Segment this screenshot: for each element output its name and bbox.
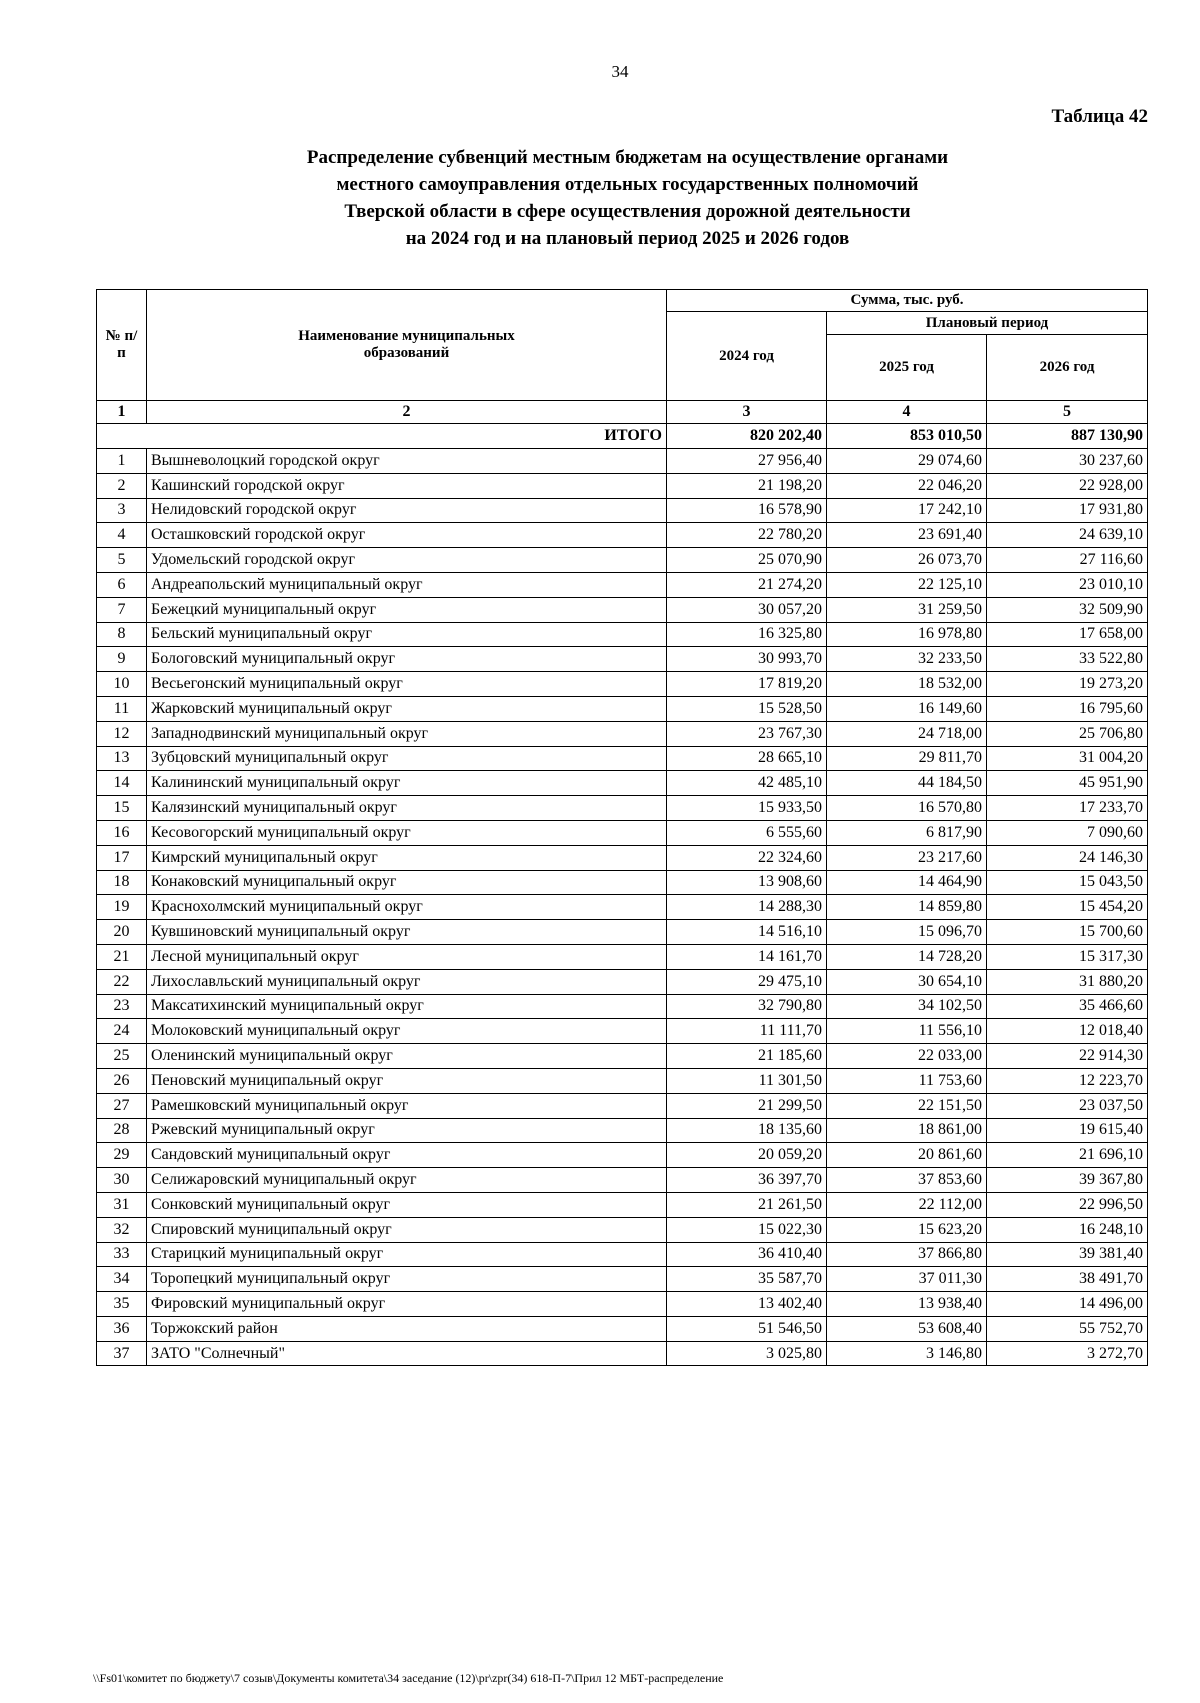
row-number: 6 (97, 572, 147, 597)
municipality-name: Зубцовский муниципальный округ (147, 746, 667, 771)
value-2025: 13 938,40 (827, 1292, 987, 1317)
total-label: ИТОГО (97, 424, 667, 449)
municipality-name: Кимрский муниципальный округ (147, 845, 667, 870)
row-number: 25 (97, 1044, 147, 1069)
value-2024: 15 933,50 (667, 796, 827, 821)
row-number: 13 (97, 746, 147, 771)
value-2026: 30 237,60 (987, 449, 1148, 474)
value-2024: 14 161,70 (667, 944, 827, 969)
value-2025: 22 112,00 (827, 1192, 987, 1217)
table-row (97, 1143, 1148, 1168)
value-2024: 3 025,80 (667, 1341, 827, 1366)
value-2025: 34 102,50 (827, 994, 987, 1019)
value-2026: 16 248,10 (987, 1217, 1148, 1242)
value-2024: 30 993,70 (667, 647, 827, 672)
value-2026: 35 466,60 (987, 994, 1148, 1019)
table-row (97, 498, 1148, 523)
value-2026: 55 752,70 (987, 1316, 1148, 1341)
table-row (97, 1267, 1148, 1292)
title-line: местного самоуправления отдельных государственных полномочий (336, 174, 919, 195)
row-number: 29 (97, 1143, 147, 1168)
value-2026: 38 491,70 (987, 1267, 1148, 1292)
table-row (97, 1118, 1148, 1143)
row-number: 16 (97, 820, 147, 845)
value-2025: 16 978,80 (827, 622, 987, 647)
value-2024: 36 410,40 (667, 1242, 827, 1267)
row-number: 33 (97, 1242, 147, 1267)
value-2024: 42 485,10 (667, 771, 827, 796)
row-number: 23 (97, 994, 147, 1019)
table-row (97, 895, 1148, 920)
value-2026: 23 037,50 (987, 1093, 1148, 1118)
col-number: 4 (827, 401, 987, 424)
table-row (97, 1242, 1148, 1267)
value-2025: 37 011,30 (827, 1267, 987, 1292)
value-2026: 14 496,00 (987, 1292, 1148, 1317)
municipality-name: Старицкий муниципальный округ (147, 1242, 667, 1267)
value-2024: 13 402,40 (667, 1292, 827, 1317)
title-line: Тверской области в сфере осуществления дорожной деятельности (344, 201, 911, 222)
municipality-name: Кесовогорский муниципальный округ (147, 820, 667, 845)
value-2026: 39 367,80 (987, 1168, 1148, 1193)
table-row (97, 1168, 1148, 1193)
value-2026: 17 658,00 (987, 622, 1148, 647)
value-2024: 11 111,70 (667, 1019, 827, 1044)
header-2026: 2026 год (987, 335, 1148, 401)
municipality-name: Удомельский городской округ (147, 548, 667, 573)
row-number: 28 (97, 1118, 147, 1143)
value-2024: 17 819,20 (667, 672, 827, 697)
row-number: 30 (97, 1168, 147, 1193)
total-2026: 887 130,90 (987, 424, 1148, 449)
value-2024: 16 325,80 (667, 622, 827, 647)
col-number: 5 (987, 401, 1148, 424)
value-2025: 44 184,50 (827, 771, 987, 796)
value-2024: 22 324,60 (667, 845, 827, 870)
table-label: Таблица 42 (1051, 106, 1148, 127)
value-2026: 15 700,60 (987, 920, 1148, 945)
value-2026: 45 951,90 (987, 771, 1148, 796)
value-2025: 32 233,50 (827, 647, 987, 672)
value-2025: 24 718,00 (827, 721, 987, 746)
value-2024: 21 198,20 (667, 473, 827, 498)
value-2025: 23 217,60 (827, 845, 987, 870)
value-2024: 27 956,40 (667, 449, 827, 474)
row-number: 15 (97, 796, 147, 821)
row-number: 27 (97, 1093, 147, 1118)
document-title (140, 144, 1115, 252)
table-body (97, 401, 1148, 1366)
municipality-name: ЗАТО "Солнечный" (147, 1341, 667, 1366)
row-number: 3 (97, 498, 147, 523)
value-2025: 29 811,70 (827, 746, 987, 771)
footer-file-path: \\Fs01\комитет по бюджету\7 созыв\Документы комитета\34 заседание (12)\pr\zpr(34) 618-П-7\Прил 12 МБТ-распределение (93, 1671, 724, 1685)
municipality-name: Ржевский муниципальный округ (147, 1118, 667, 1143)
value-2025: 22 151,50 (827, 1093, 987, 1118)
subvention-table (96, 289, 1148, 1366)
table-row (97, 721, 1148, 746)
value-2025: 18 532,00 (827, 672, 987, 697)
value-2026: 3 272,70 (987, 1341, 1148, 1366)
value-2025: 14 859,80 (827, 895, 987, 920)
table-row (97, 523, 1148, 548)
municipality-name: Пеновский муниципальный округ (147, 1068, 667, 1093)
row-number: 31 (97, 1192, 147, 1217)
municipality-name: Западнодвинский муниципальный округ (147, 721, 667, 746)
value-2026: 7 090,60 (987, 820, 1148, 845)
municipality-name: Краснохолмский муниципальный округ (147, 895, 667, 920)
value-2024: 21 299,50 (667, 1093, 827, 1118)
municipality-name: Лихославльский муниципальный округ (147, 969, 667, 994)
row-number: 11 (97, 696, 147, 721)
row-number: 9 (97, 647, 147, 672)
value-2025: 53 608,40 (827, 1316, 987, 1341)
total-2024: 820 202,40 (667, 424, 827, 449)
value-2025: 20 861,60 (827, 1143, 987, 1168)
row-number: 19 (97, 895, 147, 920)
value-2025: 29 074,60 (827, 449, 987, 474)
row-number: 17 (97, 845, 147, 870)
municipality-name: Нелидовский городской округ (147, 498, 667, 523)
value-2025: 15 623,20 (827, 1217, 987, 1242)
value-2024: 13 908,60 (667, 870, 827, 895)
table-row (97, 548, 1148, 573)
municipality-name: Андреапольский муниципальный округ (147, 572, 667, 597)
value-2026: 19 273,20 (987, 672, 1148, 697)
table-row (97, 771, 1148, 796)
value-2024: 21 185,60 (667, 1044, 827, 1069)
value-2025: 16 570,80 (827, 796, 987, 821)
value-2025: 11 753,60 (827, 1068, 987, 1093)
table-row (97, 1019, 1148, 1044)
municipality-name: Лесной муниципальный округ (147, 944, 667, 969)
value-2024: 15 022,30 (667, 1217, 827, 1242)
table-row (97, 845, 1148, 870)
municipality-name: Жарковский муниципальный округ (147, 696, 667, 721)
municipality-name: Торжокский район (147, 1316, 667, 1341)
municipality-name: Бежецкий муниципальный округ (147, 597, 667, 622)
value-2025: 11 556,10 (827, 1019, 987, 1044)
value-2025: 3 146,80 (827, 1341, 987, 1366)
value-2026: 22 996,50 (987, 1192, 1148, 1217)
municipality-name: Молоковский муниципальный округ (147, 1019, 667, 1044)
row-number: 24 (97, 1019, 147, 1044)
table-row (97, 672, 1148, 697)
value-2024: 36 397,70 (667, 1168, 827, 1193)
table-row (97, 572, 1148, 597)
municipality-name: Калязинский муниципальный округ (147, 796, 667, 821)
title-line: на 2024 год и на плановый период 2025 и 2026 годов (405, 228, 850, 249)
municipality-name: Кашинский городской округ (147, 473, 667, 498)
value-2024: 20 059,20 (667, 1143, 827, 1168)
value-2024: 14 288,30 (667, 895, 827, 920)
municipality-name: Бельский муниципальный округ (147, 622, 667, 647)
table-row (97, 1044, 1148, 1069)
value-2024: 21 274,20 (667, 572, 827, 597)
value-2026: 23 010,10 (987, 572, 1148, 597)
col-number: 2 (147, 401, 667, 424)
row-number: 18 (97, 870, 147, 895)
value-2025: 16 149,60 (827, 696, 987, 721)
table-row (97, 820, 1148, 845)
table-header (97, 290, 1148, 401)
value-2026: 24 146,30 (987, 845, 1148, 870)
value-2025: 17 242,10 (827, 498, 987, 523)
row-number: 22 (97, 969, 147, 994)
municipality-name: Бологовский муниципальный округ (147, 647, 667, 672)
value-2024: 51 546,50 (667, 1316, 827, 1341)
value-2026: 15 454,20 (987, 895, 1148, 920)
value-2024: 35 587,70 (667, 1267, 827, 1292)
value-2025: 22 125,10 (827, 572, 987, 597)
municipality-name: Сонковский муниципальный округ (147, 1192, 667, 1217)
municipality-name: Кувшиновский муниципальный округ (147, 920, 667, 945)
title-line: Распределение субвенций местным бюджетам на осуществление органами (306, 147, 949, 168)
value-2024: 32 790,80 (667, 994, 827, 1019)
value-2026: 12 223,70 (987, 1068, 1148, 1093)
row-number: 2 (97, 473, 147, 498)
value-2025: 15 096,70 (827, 920, 987, 945)
municipality-name: Спировский муниципальный округ (147, 1217, 667, 1242)
table-row (97, 696, 1148, 721)
table-row (97, 1068, 1148, 1093)
table-row (97, 1292, 1148, 1317)
value-2026: 24 639,10 (987, 523, 1148, 548)
value-2026: 25 706,80 (987, 721, 1148, 746)
municipality-name: Фировский муниципальный округ (147, 1292, 667, 1317)
value-2026: 39 381,40 (987, 1242, 1148, 1267)
value-2026: 27 116,60 (987, 548, 1148, 573)
municipality-name: Оленинский муниципальный округ (147, 1044, 667, 1069)
value-2025: 14 464,90 (827, 870, 987, 895)
row-number: 5 (97, 548, 147, 573)
value-2024: 21 261,50 (667, 1192, 827, 1217)
table-row (97, 597, 1148, 622)
header-num (97, 290, 147, 401)
row-number: 36 (97, 1316, 147, 1341)
table-row (97, 1316, 1148, 1341)
table-row (97, 1217, 1148, 1242)
value-2024: 6 555,60 (667, 820, 827, 845)
value-2026: 17 931,80 (987, 498, 1148, 523)
header-2024: 2024 год (667, 312, 827, 401)
table-row (97, 944, 1148, 969)
table-row (97, 449, 1148, 474)
value-2026: 33 522,80 (987, 647, 1148, 672)
value-2026: 19 615,40 (987, 1118, 1148, 1143)
value-2025: 26 073,70 (827, 548, 987, 573)
municipality-name: Торопецкий муниципальный округ (147, 1267, 667, 1292)
row-number: 14 (97, 771, 147, 796)
value-2026: 32 509,90 (987, 597, 1148, 622)
municipality-name: Максатихинский муниципальный округ (147, 994, 667, 1019)
row-number: 12 (97, 721, 147, 746)
municipality-name: Конаковский муниципальный округ (147, 870, 667, 895)
row-number: 34 (97, 1267, 147, 1292)
value-2024: 18 135,60 (667, 1118, 827, 1143)
total-row (97, 424, 1148, 449)
value-2024: 22 780,20 (667, 523, 827, 548)
value-2026: 22 914,30 (987, 1044, 1148, 1069)
page-number: 34 (611, 62, 629, 81)
value-2025: 22 033,00 (827, 1044, 987, 1069)
value-2025: 31 259,50 (827, 597, 987, 622)
table-row (97, 1192, 1148, 1217)
table-row (97, 1093, 1148, 1118)
table-row (97, 622, 1148, 647)
value-2024: 15 528,50 (667, 696, 827, 721)
value-2026: 16 795,60 (987, 696, 1148, 721)
table-row (97, 870, 1148, 895)
value-2025: 37 866,80 (827, 1242, 987, 1267)
municipality-name: Калининский муниципальный округ (147, 771, 667, 796)
col-number: 1 (97, 401, 147, 424)
value-2026: 31 004,20 (987, 746, 1148, 771)
value-2024: 11 301,50 (667, 1068, 827, 1093)
value-2026: 21 696,10 (987, 1143, 1148, 1168)
value-2026: 31 880,20 (987, 969, 1148, 994)
row-number: 7 (97, 597, 147, 622)
row-number: 10 (97, 672, 147, 697)
row-number: 37 (97, 1341, 147, 1366)
municipality-name: Рамешковский муниципальный округ (147, 1093, 667, 1118)
header-name: Наименование муниципальных образований (147, 290, 667, 401)
value-2024: 30 057,20 (667, 597, 827, 622)
value-2024: 25 070,90 (667, 548, 827, 573)
row-number: 26 (97, 1068, 147, 1093)
value-2026: 15 043,50 (987, 870, 1148, 895)
table-row (97, 746, 1148, 771)
table-row (97, 994, 1148, 1019)
value-2024: 14 516,10 (667, 920, 827, 945)
value-2026: 15 317,30 (987, 944, 1148, 969)
municipality-name: Весьегонский муниципальный округ (147, 672, 667, 697)
row-number: 21 (97, 944, 147, 969)
total-2025: 853 010,50 (827, 424, 987, 449)
value-2024: 16 578,90 (667, 498, 827, 523)
value-2025: 18 861,00 (827, 1118, 987, 1143)
header-2025: 2025 год (827, 335, 987, 401)
column-number-row (97, 401, 1148, 424)
row-number: 32 (97, 1217, 147, 1242)
row-number: 1 (97, 449, 147, 474)
table-row (97, 473, 1148, 498)
value-2025: 14 728,20 (827, 944, 987, 969)
municipality-name: Вышневолоцкий городской округ (147, 449, 667, 474)
row-number: 8 (97, 622, 147, 647)
header-planned-period: Плановый период (827, 312, 1148, 335)
value-2026: 17 233,70 (987, 796, 1148, 821)
row-number: 4 (97, 523, 147, 548)
value-2025: 6 817,90 (827, 820, 987, 845)
header-num-text: № п/п (105, 328, 138, 361)
header-sum: Сумма, тыс. руб. (667, 290, 1148, 312)
table-row (97, 920, 1148, 945)
value-2025: 37 853,60 (827, 1168, 987, 1193)
value-2024: 23 767,30 (667, 721, 827, 746)
municipality-name: Селижаровский муниципальный округ (147, 1168, 667, 1193)
value-2025: 23 691,40 (827, 523, 987, 548)
municipality-name: Сандовский муниципальный округ (147, 1143, 667, 1168)
table-row (97, 647, 1148, 672)
col-number: 3 (667, 401, 827, 424)
municipality-name: Осташковский городской округ (147, 523, 667, 548)
value-2024: 29 475,10 (667, 969, 827, 994)
table-row (97, 796, 1148, 821)
value-2026: 12 018,40 (987, 1019, 1148, 1044)
table-row (97, 1341, 1148, 1366)
row-number: 20 (97, 920, 147, 945)
table-row (97, 969, 1148, 994)
value-2026: 22 928,00 (987, 473, 1148, 498)
value-2025: 22 046,20 (827, 473, 987, 498)
row-number: 35 (97, 1292, 147, 1317)
value-2024: 28 665,10 (667, 746, 827, 771)
value-2025: 30 654,10 (827, 969, 987, 994)
